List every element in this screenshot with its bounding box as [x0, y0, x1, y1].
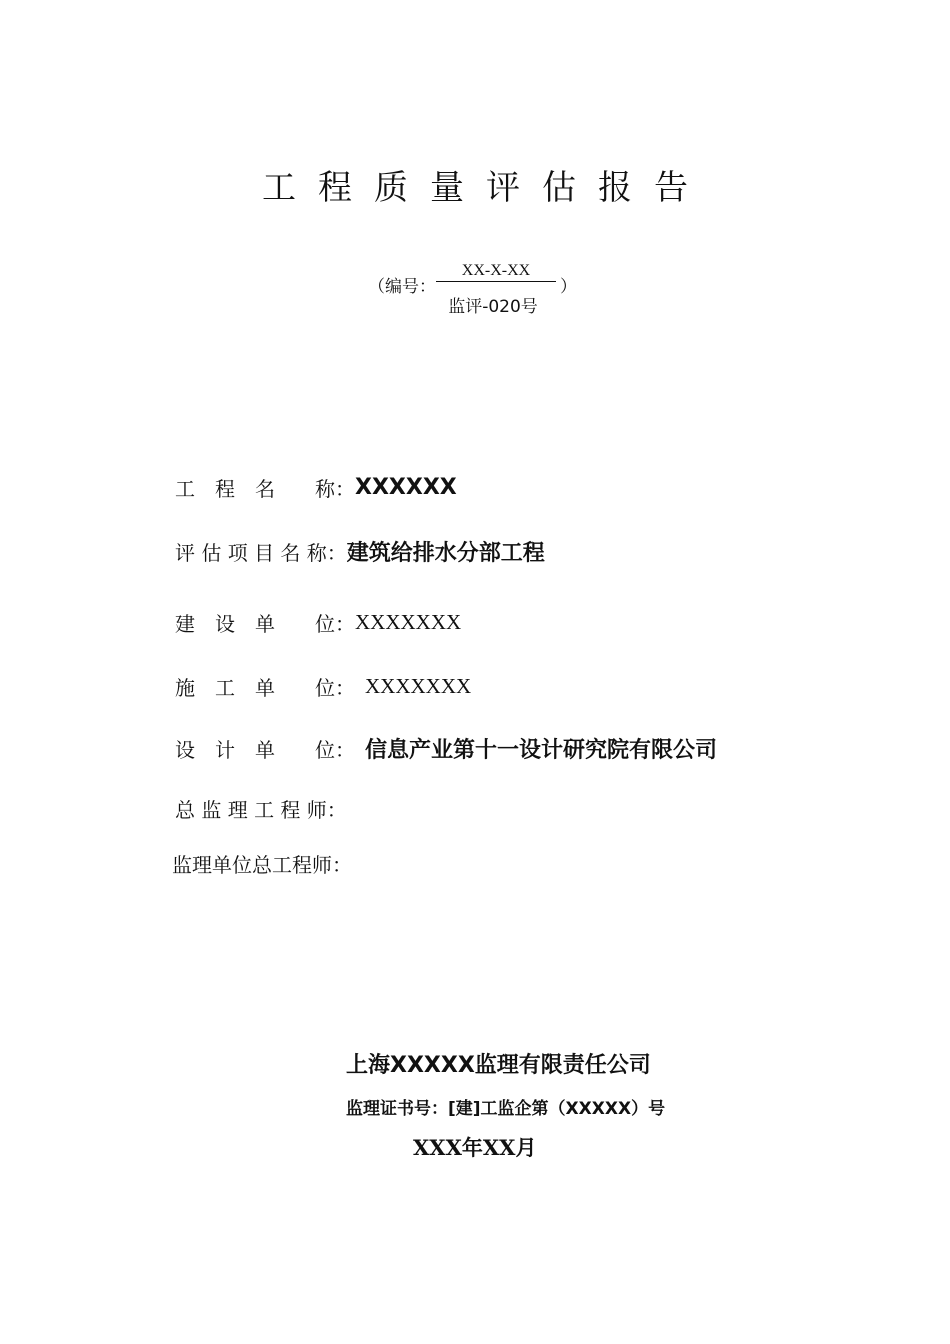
report-number-label: （编号： [368, 277, 436, 297]
report-number [368, 262, 578, 318]
certificate-number: 监理证书号：[建]工监企第（XXXXX）号 [346, 1099, 666, 1119]
field-value: XXXXXX [355, 474, 457, 500]
field-value: XXXXXXX [365, 673, 472, 698]
report-number-top: XX-X-XX [436, 262, 556, 282]
field-label: 建 设 单 位： [175, 611, 355, 636]
field-chief-engineer [172, 846, 352, 880]
field-value: XXXXXXX [355, 609, 462, 634]
report-number-close: ） [560, 277, 577, 297]
field-value: 建筑给排水分部工程 [346, 540, 545, 566]
field-label: 总 监 理 工 程 师： [175, 797, 347, 822]
field-evaluation-item [175, 534, 545, 568]
field-value: 信息产业第十一设计研究院有限公司 [365, 737, 718, 763]
field-label: 监理单位总工程师： [172, 852, 352, 877]
report-date: XXX年XX月 [413, 1135, 537, 1160]
field-label: 设 计 单 位： [175, 737, 355, 762]
field-construction-owner [175, 605, 461, 639]
field-contractor [175, 669, 471, 703]
field-chief-supervisor [175, 791, 347, 825]
field-designer [175, 731, 717, 765]
report-number-bottom: 监评-020号 [448, 297, 538, 317]
company-name: 上海XXXXX监理有限责任公司 [346, 1053, 651, 1078]
report-title: 工程质量评估报告 [262, 168, 710, 208]
field-project-name [175, 470, 457, 504]
field-label: 评 估 项 目 名 称： [175, 540, 347, 565]
field-label: 工 程 名 称： [175, 476, 355, 501]
field-label: 施 工 单 位： [175, 675, 355, 700]
